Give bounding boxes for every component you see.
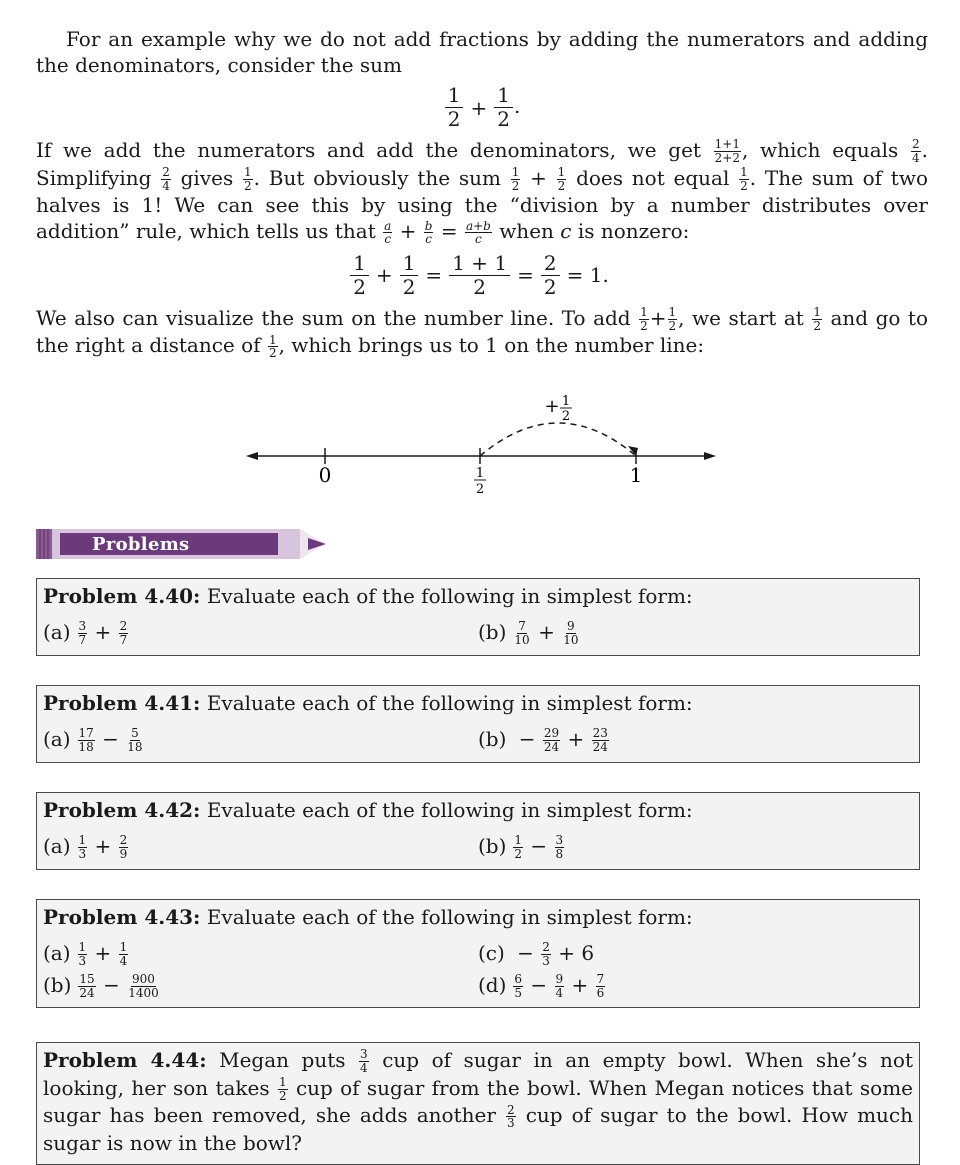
part-label: (b): [478, 727, 507, 751]
fraction: $\frac{17}{18}$: [78, 726, 94, 754]
intro-paragraph-3: We also can visualize the sum on the number line. To add $\frac{1}{2}$ + $\frac{1}{2}$ , we start at $\frac{1}{2}$ and go to the right a distance of $\frac{1}{2}$ , which brings us to 1 on the number line:: [36, 305, 929, 361]
part-label: (b): [43, 972, 72, 997]
problem-part: [43, 940, 478, 968]
part-label: (c): [478, 941, 505, 965]
operator: +: [94, 941, 112, 965]
arrow-left-icon: [246, 452, 258, 460]
operator: −: [102, 727, 119, 751]
fraction: $\frac{1}{3}$: [78, 940, 87, 968]
part-label: (d): [478, 972, 507, 997]
fraction: $\frac{1}{2}$: [445, 84, 464, 131]
number-line-diagram: [0, 390, 960, 510]
fraction: $\frac{7}{6}$: [596, 972, 605, 1000]
jump-arc: [480, 423, 636, 456]
problem-part: [478, 726, 913, 754]
problem-box-4: [36, 899, 920, 1008]
problem-title: Problem 4.43:: [43, 905, 201, 929]
part-label: (b): [478, 834, 507, 858]
operator: +: [571, 972, 589, 997]
banner-label: Problems: [92, 534, 190, 555]
problem-part: [478, 940, 913, 968]
problem-text: Evaluate each of the following in simplest form:: [206, 905, 693, 929]
fraction: $\frac{5}{18}$: [127, 726, 143, 754]
display-sum: $\frac{1}{2}$ + $\frac{1}{2}$ .: [36, 84, 928, 131]
operator: +: [538, 620, 555, 644]
problem-part: [43, 972, 478, 1000]
fraction: $\frac{2}{3}$: [542, 940, 550, 968]
operator: −: [518, 727, 536, 751]
operator: +: [94, 834, 112, 858]
problem-text: Evaluate each of the following in simplest form:: [206, 691, 693, 715]
page-content: [36, 26, 928, 360]
fraction: $\frac{9}{4}$: [555, 972, 564, 1000]
part-label: (b): [478, 620, 507, 644]
fraction: $\frac{7}{10}$: [514, 619, 530, 647]
operator: +: [567, 727, 585, 751]
part-label: (a): [43, 727, 71, 751]
fraction: $\frac{3}{8}$: [555, 833, 564, 861]
operator: + 6: [558, 941, 595, 965]
problem-box-3: [36, 792, 920, 870]
fraction: $\frac{29}{24}$: [543, 726, 560, 754]
problem-text: Evaluate each of the following in simplest form:: [206, 798, 693, 822]
part-label: (a): [43, 620, 71, 644]
fraction: $\frac{1}{2}$: [514, 833, 523, 861]
fraction: $\frac{3}{7}$: [78, 619, 87, 647]
problem-text: Evaluate each of the following in simplest form:: [206, 584, 693, 608]
problem-part: [478, 833, 913, 861]
label-1: 1: [629, 463, 643, 487]
fraction: $\frac{2}{9}$: [119, 833, 128, 861]
operator: +: [94, 620, 112, 644]
jump-plus: +: [544, 396, 560, 417]
fraction: $\frac{6}{5}$: [514, 972, 523, 1000]
display-equation: $\frac{1}{2}$ + $\frac{1}{2}$ = $\frac{1 + 1}{2}$ = $\frac{2}{2}$ = 1.: [36, 252, 928, 299]
jump-den: 2: [561, 409, 571, 424]
operator: −: [530, 972, 548, 997]
jump-num: 1: [561, 394, 571, 409]
operator: −: [530, 834, 548, 858]
fraction: $\frac{1}{4}$: [119, 940, 128, 968]
problem-title: Problem 4.42:: [43, 798, 201, 822]
fraction: $\frac{1}{3}$: [78, 833, 87, 861]
arrow-right-icon: [704, 452, 716, 460]
fraction: $\frac{900}{1400}$: [128, 972, 159, 1000]
fraction: $\frac{9}{10}$: [563, 619, 579, 647]
problem-part: [43, 619, 478, 647]
operator: −: [103, 972, 120, 997]
problem-box-1: [36, 578, 920, 656]
label-half-den: 2: [475, 482, 485, 497]
problem-part: [478, 619, 913, 647]
operator: −: [517, 941, 534, 965]
problem-title: Problem 4.40:: [43, 584, 201, 608]
part-label: (a): [43, 941, 71, 965]
label-half-num: 1: [475, 466, 485, 481]
part-label: (a): [43, 834, 71, 858]
fraction: $\frac{1}{2}$: [494, 84, 513, 131]
problems-banner: [0, 527, 330, 561]
intro-paragraph-1: For an example why we do not add fractions by adding the numerators and adding the denominators, consider the sum: [36, 27, 928, 77]
label-0: 0: [318, 463, 332, 487]
problem-part: [43, 833, 478, 861]
intro-paragraph-2: If we add the numerators and add the denominators, we get $\frac{1+1}{2+2}$ , which equals $\frac{2}{4}$ . Simplifying $\frac{2}{4}$ gives $\frac{1}{2}$ . But obviously the sum $\frac{1}{2}$ + $\frac{1}{2}$ does not equal $\frac{1}{2}$ . The sum of two halves is 1! We can see this by using the “division by a number distributes over addition” rule, which tells us that $\frac{a}{c}$ + $\frac{b}{c}$ = $\frac{a+b}{c}$ when c is nonzero:: [36, 137, 929, 247]
problem-box-2: [36, 685, 920, 763]
problem-title: Problem 4.41:: [43, 691, 201, 715]
fraction: $\frac{2}{7}$: [119, 619, 128, 647]
problem-part: [43, 726, 478, 754]
problem-box-4-44: Problem 4.44: Megan puts $\frac{3}{4}$ cup of sugar in an empty bowl. When she’s not looking, her son takes $\frac{1}{2}$ cup of sugar from the bowl. When Megan notices that some sugar has been removed, she adds another $\frac{2}{3}$ cup of sugar to the bowl. How much sugar is now in the bowl?: [36, 1042, 920, 1165]
fraction: $\frac{15}{24}$: [79, 972, 95, 1000]
problem-part: [478, 972, 913, 1000]
fraction: $\frac{23}{24}$: [592, 726, 608, 754]
